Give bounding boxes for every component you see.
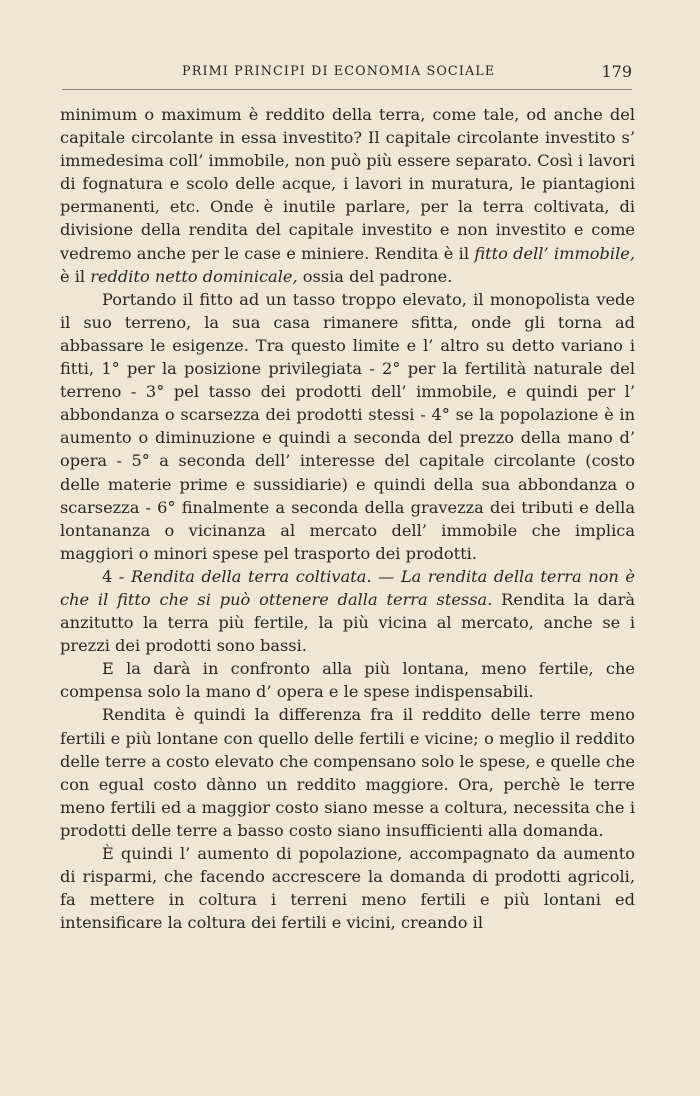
paragraph-5: Rendita è quindi la differenza fra il reddito delle terre meno fertili e più lontane con quello delle fertili e vicine; o meglio il reddito delle terre a costo elevato che compensano solo le spese, e quelle che con egual costo dànno un reddito maggiore. Ora, perchè le terre meno fertili ed a maggior costo siano messe a coltura, necessita che i prodotti delle terre a basso costo siano insufficienti alla domanda.: [60, 705, 635, 840]
paragraph-1-text-end: ossia del padrone.: [297, 266, 453, 286]
body-text: [60, 103, 635, 934]
paragraph-4: E la darà in confronto alla più lontana, meno fertile, che compensa solo la mano d’ opera e le spese indispensabili.: [60, 659, 635, 702]
paragraph-3: [60, 565, 635, 657]
section-number: 4 -: [102, 566, 125, 586]
section-heading-italic: Rendita della terra coltivata. — La rendita della terra non è che il fitto che si può ottenere dalla terra stessa.: [60, 566, 635, 609]
paragraph-1: [60, 103, 635, 288]
paragraph-1-italic-reddito: reddito netto dominicale,: [90, 266, 298, 286]
paragraph-6: È quindi l’ aumento di popolazione, accompagnato da aumento di risparmi, che facendo accrescere la domanda di prodotti agricoli, fa mettere in coltura i terreni meno fertili e più lontani ed intensificare la coltura dei fertili e vicini, creando il: [60, 844, 635, 933]
paragraph-1-italic-fitto: fitto dell’ immobile,: [474, 243, 635, 263]
page-number: 179: [601, 62, 632, 81]
header-rule: [62, 89, 632, 90]
paragraph-1-text-middle: è il: [60, 266, 91, 286]
paragraph-3-text: Rendita la darà anzitutto la terra più fertile, la più vicina al mercato, anche se i prezzi dei prodotti sono bassi.: [60, 589, 635, 656]
paragraph-1-text-start: minimum o maximum è reddito della terra, come tale, od anche del capitale circolante in essa investito? Il capitale circolante investito s’ immedesima coll’ immobile, non può più essere separato. Così i lavori di fognatura e scolo delle acque, i lavori in muratura, le piantagioni permanenti, etc. Onde è inutile parlare, per la terra coltivata, di divisione della rendita del capitale investito e non investito e come vedremo anche per le case e miniere. Rendita è il: [60, 105, 635, 263]
paragraph-2: Portando il fitto ad un tasso troppo elevato, il monopolista vede il suo terreno, la sua casa rimanere sfitta, onde gli torna ad abbassare le esigenze. Tra questo limite e l’ altro su detto variano i fitti, 1° per la posizione privilegiata - 2° per la fertilità naturale del terreno - 3° pel tasso dei prodotti dell’ immobile, e quindi per l’ abbondanza o scarsezza dei prodotti stessi - 4° se la popolazione è in aumento o diminuzione e quindi a seconda del prezzo della mano d’ opera - 5° a seconda dell’ interesse del capitale circolante (costo delle materie prime e sussidiarie) e quindi della sua abbondanza o scarsezza - 6° finalmente a seconda della gravezza dei tributi e della lontananza o vicinanza al mercato dell’ immobile che implica maggiori o minori spese pel trasporto dei prodotti.: [60, 289, 635, 563]
running-head: [62, 62, 632, 86]
running-title: PRIMI PRINCIPI DI ECONOMIA SOCIALE: [182, 64, 496, 79]
